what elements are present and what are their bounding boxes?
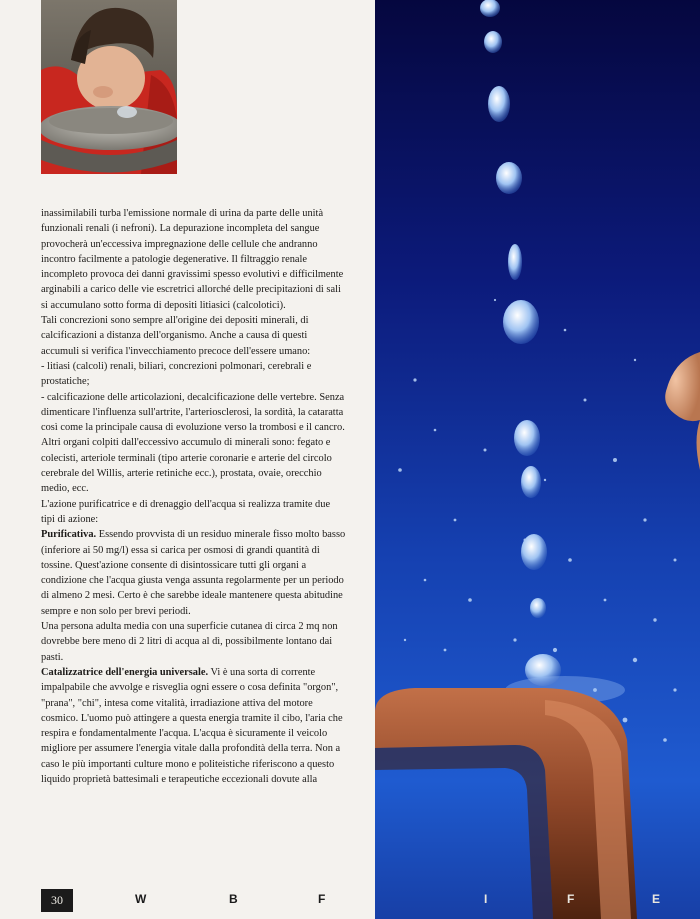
subheading-catalizzatrice: Catalizzatrice dell'energia universale. xyxy=(41,666,209,678)
paragraph-text: Vi è una sorta di corrente impalpabile che avvolge e risveglia ogni essere o cosa definita "orgon", "prana", "chi", intesa come vitalità, irradiazione attiva del motore cosmico. L'uomo può attingere a questa energia tramite il cibo, l'aria che respira e fondamentalmente l'acqua. L'acqua è sicuramente il veicolo migliore per assumere l'energia vitale dalla profondità della terra. Non a caso le più importanti culture mono e politeistiche riferiscono a questo liquido proprietà battesimali e terapeutiche eccezionali dovute alla xyxy=(41,666,343,785)
paragraph: Tali concrezioni sono sempre all'origine dei depositi minerali, di calcificazioni a distanza dell'organismo. Anche a causa di questi accumuli si verifica l'invecchiamento precoce dell'essere umano: xyxy=(41,315,311,357)
paragraph: - calcificazione delle articolazioni, decalcificazione delle vertebre. Senza dimenticare l'influenza sull'artrite, l'arteriosclerosi, la sordità, la cataratta così come la principale causa di evoluzione verso la trombosi e il cancro. xyxy=(41,391,345,434)
footer-letter: W xyxy=(135,892,147,906)
article-body xyxy=(41,206,346,787)
paragraph-purificativa xyxy=(41,527,346,619)
footer-letter: I xyxy=(484,892,488,906)
paragraph: Una persona adulta media con una superficie cutanea di circa 2 mq non dovrebbe bere meno di 2 litri di acqua al dì, possibilmente lontano dai pasti. xyxy=(41,621,338,663)
paragraph: - litiasi (calcoli) renali, biliari, concrezioni polmonari, cerebrali e prostatiche; xyxy=(41,360,312,388)
footer-letter: B xyxy=(229,892,238,906)
paragraph: Altri organi colpiti dall'eccessivo accumulo di minerali sono: fegato e colecisti, arteriole terminali (tipo arterie coronarie e arterie del circolo cerebrale del Willis, arterie retiniche ecc.), prostata, ovaie, orecchio medio, ecc. xyxy=(41,437,332,495)
paragraph: L'azione purificatrice e di drenaggio dell'acqua si realizza tramite due tipi di azione: xyxy=(41,498,331,525)
paragraph-catalizzatrice xyxy=(41,665,346,787)
footer-letter: F xyxy=(318,892,326,906)
page-number: 30 xyxy=(41,889,73,912)
paragraph-text: Essendo provvista di un residuo minerale fisso molto basso (inferiore ai 50 mg/l) essa si carica per osmosi di grandi quantità di tossine. Quest'azione consente di disintossicare tutti gli organi a condizione che l'acqua giusta venga assunta regolarmente per un periodo di almeno 2 mesi. Certo è che sarebbe ideale mantenere questa abitudine sempre e non solo per brevi periodi. xyxy=(41,529,346,617)
subheading-purificativa: Purificativa. xyxy=(41,529,97,541)
water-jet-fountain-photo xyxy=(375,0,700,919)
footer-letter: F xyxy=(567,892,575,906)
child-drinking-fountain-photo xyxy=(41,0,177,174)
paragraph: inassimilabili turba l'emissione normale di urina da parte delle unità funzionali renali (i nefroni). La depurazione incompleta del sangue provocherà un'eccessiva impregnazione delle cellule che andranno incontro facilmente a patologie degenerative. Il filtraggio renale incompleto provoca dei danni gravissimi spesso evolutivi e difficilmente arginabili a carico delle vie escretrici allorché delle precipitazioni di sali si accumulano sotto forma di depositi litiasici (calcolotici). xyxy=(41,208,344,311)
page-footer xyxy=(0,886,700,919)
footer-letter: E xyxy=(652,892,661,906)
